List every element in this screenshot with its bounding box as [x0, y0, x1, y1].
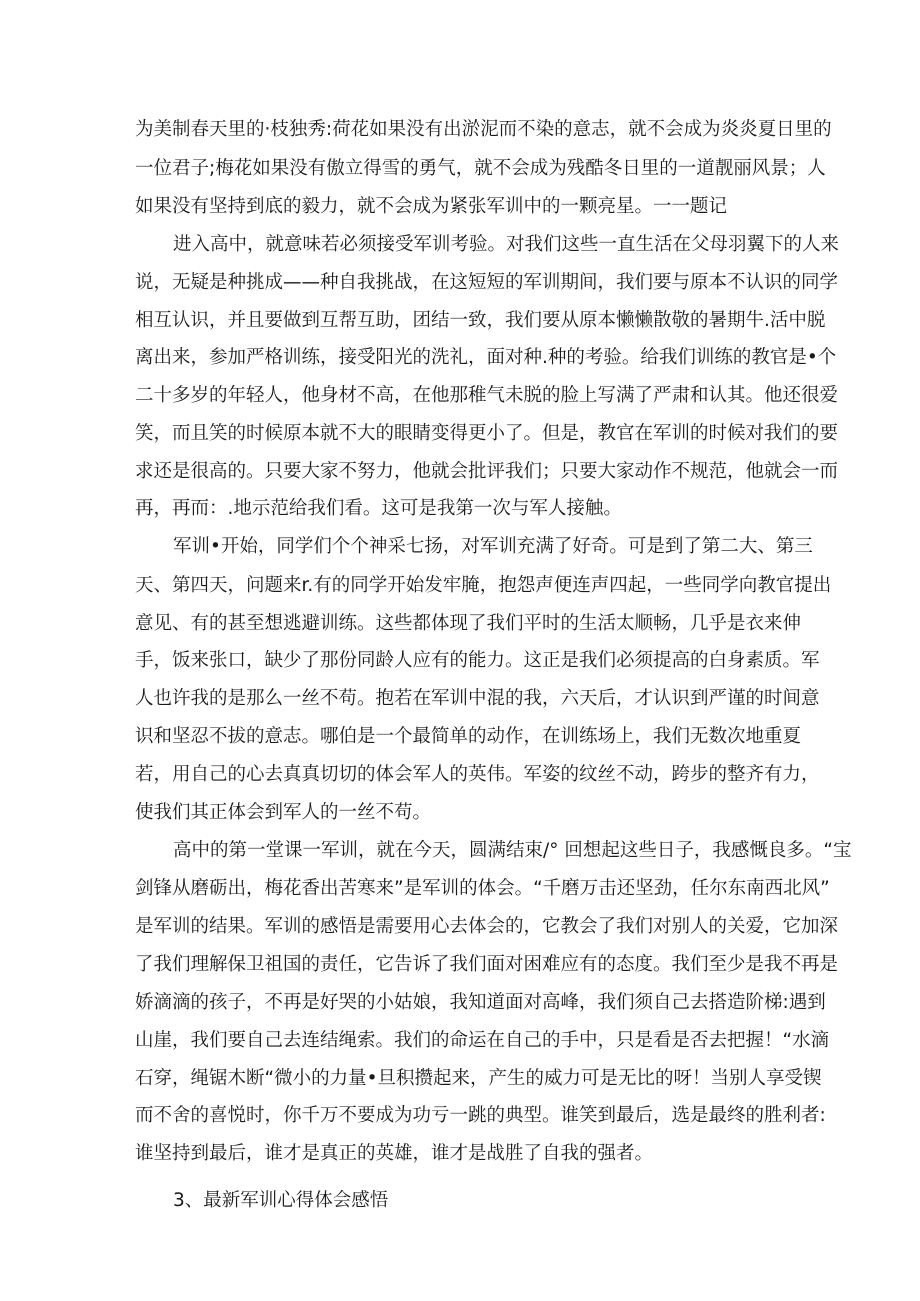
paragraph-line: 一位君子;梅花如果没有傲立得雪的勇气，就不会成为残酷冬日里的一道靓丽风景；人: [135, 158, 826, 179]
paragraph-line: 如果没有坚持到底的毅力，就不会成为紧张军训中的一颗亮星。一一题记: [135, 196, 728, 217]
paragraph-line: 再，再而：.地示范给我们看。这可是我第一次与军人接触。: [135, 498, 622, 519]
paragraph-line: 识和坚忍不拔的意志。哪伯是一个最简单的动作，在训练场上，我们无数次地重夏: [135, 726, 802, 747]
paragraph-line: 山崖，我们要自己去连结绳索。我们的命运在自己的手中，只是看是否去把握！“水滴: [135, 1030, 830, 1051]
paragraph-line: 笑，而且笑的时候原本就不大的眼睛变得更小了。但是，教官在军训的时候对我们的要: [135, 423, 839, 444]
paragraph-line: 人也许我的是那么一丝不苟。抱若在军训中混的我，六天后，才认识到严谨的时间意: [135, 688, 820, 709]
paragraph-line: 若，用自己的心去真真切切的体会军人的英伟。军姿的纹丝不动，跨步的整齐有力，: [135, 764, 820, 785]
paragraph-line: 石穿，绳锯木断“微小的力量•旦积攒起来，产生的威力可是无比的呀！当别人享受锲: [135, 1068, 822, 1089]
section-heading: 3、最新军训心得体会感悟: [173, 1190, 389, 1211]
paragraph-line: 手，饭来张口，缺少了那份同龄人应有的能力。这正是我们必须提高的白身素质。军: [135, 650, 820, 671]
paragraph-line: 进入高中，就意味若必须接受军训考验。对我们这些一直生活在父母羽翼下的人来: [173, 234, 840, 255]
paragraph-line: 高中的第一堂课一军训，就在今天，圆满结束/° 回想起这些日子，我感慨良多。“宝: [173, 840, 852, 861]
paragraph-line: 娇滴滴的孩子，不再是好哭的小姑娘，我知道面对高峰，我们须自己去搭造阶梯:遇到: [135, 992, 826, 1013]
paragraph-line: 使我们其正体会到军人的一丝不苟。: [135, 802, 432, 823]
paragraph-line: 了我们理解保卫祖国的责任，它告诉了我们面对困难应有的态度。我们至少是我不再是: [135, 954, 839, 975]
paragraph-line: 而不舍的喜悦时，你千万不要成为功亏一跳的典型。谁笑到最后，选是最终的胜利者:: [135, 1105, 826, 1126]
paragraph-line: 是军训的结果。军训的感悟是需要用心去体会的，它教会了我们对别人的关爱，它加深: [135, 916, 839, 937]
paragraph-line: 谁坚持到最后，谁才是真正的英雄，谁才是战胜了自我的强者。: [135, 1143, 654, 1164]
paragraph-line: 离出来，参加严格训练，接受阳光的洗礼，面对种.种的考验。给我们训练的教官是•个: [135, 347, 837, 368]
paragraph-line: 意见、有的甚至想逃避训练。这些都体现了我们平时的生活太顺畅，几乎是衣来伸: [135, 613, 802, 634]
paragraph-line: 为美制春天里的·枝独秀:荷花如果没有出淤泥而不染的意志，就不会成为炎炎夏日里的: [135, 119, 832, 140]
paragraph-line: 说，无疑是种挑成——种自我挑战，在这短短的军训期间，我们要与原本不认识的同学: [135, 272, 839, 293]
paragraph-line: 军训•开始，同学们个个神采七扬，对军训充满了好奇。可是到了第二大、第三: [173, 536, 813, 557]
paragraph-line: 求还是很高的。只要大家不努力，他就会批评我们；只要大家动作不规范，他就会一而: [135, 461, 839, 482]
paragraph-line: 相互认识，并且要做到互帮互助，团结一致，我们要从原本懒懒散敬的暑期牛.活中脱: [135, 310, 826, 331]
paragraph-line: 剑锋从磨砺出，梅花香出苦寒来”是军训的体会。“千磨万击还坚劲，任尔东南西北风”: [135, 878, 830, 899]
paragraph-line: 二十多岁的年轻人，他身材不高，在他那稚气未脱的脸上写满了严肃和认其。他还很爱: [135, 385, 839, 406]
paragraph-line: 天、第四天，问题来r.有的同学开始发牢腌，抱怨声便连声四起，一些同学向教官提出: [135, 575, 832, 596]
